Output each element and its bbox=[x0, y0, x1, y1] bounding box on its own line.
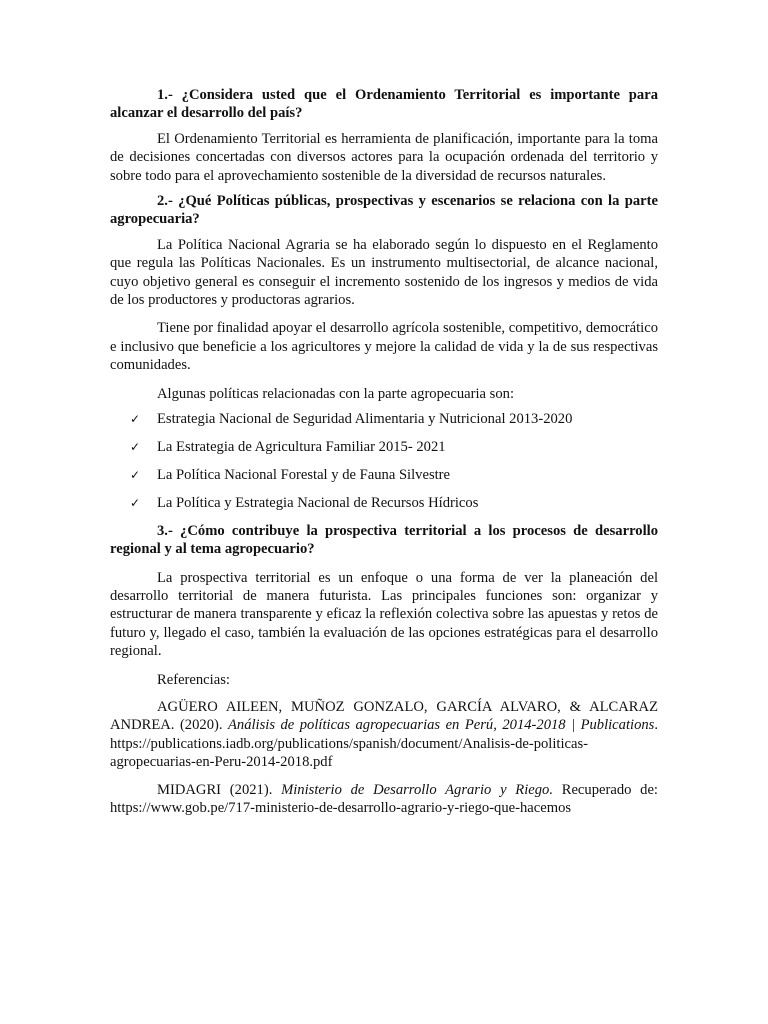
reference-2 bbox=[110, 781, 658, 818]
checklist-item bbox=[110, 410, 658, 428]
reference-1 bbox=[110, 698, 658, 772]
reference-1-authors: AGÜERO AILEEN, MUÑOZ GONZALO, GARCÍA ALVARO, & ALCARAZ ANDREA. (2020). bbox=[110, 698, 658, 734]
checklist-item-label: La Política Nacional Forestal y de Fauna Silvestre bbox=[157, 466, 451, 483]
checklist-item bbox=[110, 466, 658, 484]
question-2-heading: 2.- ¿Qué Políticas públicas, prospectivas y escenarios se relaciona con la parte agropecuaria? bbox=[110, 193, 658, 228]
checklist-item bbox=[110, 494, 658, 512]
reference-1-url: . https://publications.iadb.org/publications/spanish/document/Analisis-de-politicas-agropecuarias-en-Peru-2014-2018.pdf bbox=[110, 717, 658, 771]
policies-checklist bbox=[110, 410, 658, 512]
checkmark-icon: ✓ bbox=[130, 412, 141, 427]
question-3-heading: 3.- ¿Cómo contribuye la prospectiva territorial a los procesos de desarrollo regional y al tema agropecuario? bbox=[110, 522, 658, 558]
question-3-answer: La prospectiva territorial es un enfoque o una forma de ver la planeación del desarrollo territorial de manera futurista. Las principales funciones son: organizar y estructurar de manera transparente y eficaz la reflexión colectiva sobre las apuestas y retos de futuro y, llegado el caso, también la evaluación de las opciones estratégicas para el desarrollo regional. bbox=[110, 569, 658, 660]
reference-2-title: Ministerio de Desarrollo Agrario y Riego. bbox=[281, 781, 553, 798]
checkmark-icon: ✓ bbox=[130, 440, 141, 454]
question-2-list-intro: Algunas políticas relacionadas con la parte agropecuaria son: bbox=[157, 385, 514, 402]
document-body bbox=[110, 84, 658, 824]
checklist-item-label: La Política y Estrategia Nacional de Recursos Hídricos bbox=[157, 494, 479, 511]
checklist-item-label: Estrategia Nacional de Seguridad Alimentaria y Nutricional 2013-2020 bbox=[157, 411, 573, 428]
question-2-paragraph-2: Tiene por finalidad apoyar el desarrollo agrícola sostenible, competitivo, democrático e inclusivo que beneficie a los agricultores y mejore la calidad de vida y la de sus respectivas comunidades. bbox=[110, 320, 658, 374]
checklist-item bbox=[110, 438, 658, 456]
question-1-heading: 1.- ¿Considera usted que el Ordenamiento Territorial es importante para alcanzar el desarrollo del país? bbox=[110, 87, 658, 122]
reference-2-url: Recuperado de: https://www.gob.pe/717-ministerio-de-desarrollo-agrario-y-riego-que-hacemos bbox=[110, 781, 658, 816]
checklist-item-label: La Estrategia de Agricultura Familiar 2015- 2021 bbox=[157, 439, 446, 455]
question-2-paragraph-1: La Política Nacional Agraria se ha elaborado según lo dispuesto en el Reglamento que regula las Políticas Nacionales. Es un instrumento multisectorial, de alcance nacional, cuyo objetivo general es conseguir el incremento sostenido de los ingresos y medios de vida de los productores y productoras agrarios. bbox=[110, 236, 658, 309]
checkmark-icon: ✓ bbox=[130, 467, 141, 482]
reference-1-title: Análisis de políticas agropecuarias en Perú, 2014-2018 | Publications bbox=[227, 717, 655, 734]
reference-2-authors: MIDAGRI (2021). bbox=[157, 781, 282, 798]
checkmark-icon: ✓ bbox=[130, 495, 141, 510]
question-1-answer: El Ordenamiento Territorial es herramienta de planificación, importante para la toma de decisiones concertadas con diversos actores para la ocupación ordenada del territorio y sobre todo para el aprovechamiento sostenible de la diversidad de recursos naturales. bbox=[110, 130, 658, 184]
references-heading: Referencias: bbox=[157, 671, 230, 688]
